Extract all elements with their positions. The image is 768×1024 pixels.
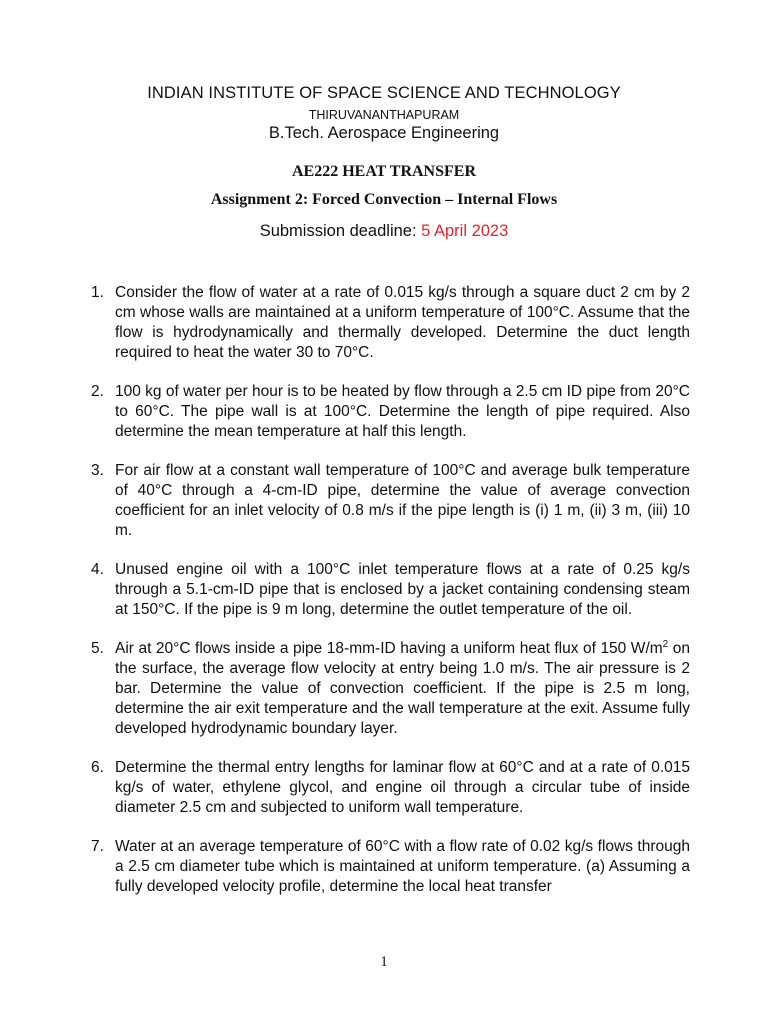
problem-number: 3. <box>91 462 104 479</box>
problem-text-part: on the surface, the average flow velocity at entry being 1.0 m/s. The air pressure is 2 bar. Determine the value of convection coefficient. If the pipe is 2.5 m long, determine the air exit temperature and the wall temperature at the exit. Assume fully developed hydrodynamic boundary layer. <box>115 640 690 737</box>
problem-number: 4. <box>91 561 104 578</box>
problem-text: Water at an average temperature of 60°C with a flow rate of 0.02 kg/s flows through a 2.5 cm diameter tube which is maintained at uniform temperature. (a) Assuming a fully developed velocity profile, determine the local heat transfer <box>115 838 690 895</box>
program-name: B.Tech. Aerospace Engineering <box>268 124 500 142</box>
problem-text: For air flow at a constant wall temperature of 100°C and average bulk temperature of 40°C through a 4-cm-ID pipe, determine the value of average convection coefficient for an inlet velocity of 0.8 m/s if the pipe length is (i) 1 m, (ii) 3 m, (iii) 10 m. <box>115 462 690 539</box>
problem-item <box>88 837 690 897</box>
assignment-title: Assignment 2: Forced Convection – Internal Flows <box>210 191 558 208</box>
problem-number: 5. <box>91 640 104 657</box>
problem-number: 6. <box>91 759 104 776</box>
deadline-date: 5 April 2023 <box>421 222 509 240</box>
problem-item <box>88 283 690 363</box>
problem-text: Unused engine oil with a 100°C inlet temperature flows at a rate of 0.25 kg/s through a 5.1-cm-ID pipe that is enclosed by a jacket containing condensing steam at 150°C. If the pipe is 9 m long, determine the outlet temperature of the oil. <box>115 561 690 618</box>
problem-list <box>88 283 690 916</box>
problem-text: 100 kg of water per hour is to be heated by flow through a 2.5 cm ID pipe from 20°C to 60°C. The pipe wall is at 100°C. Determine the length of pipe required. Also determine the mean temperature at half this length. <box>115 383 690 440</box>
problem-item <box>88 461 690 541</box>
submission-deadline <box>0 222 768 241</box>
problem-number: 1. <box>91 284 104 301</box>
superscript: 2 <box>662 638 669 650</box>
course-title: AE222 HEAT TRANSFER <box>291 163 477 180</box>
problem-text: Determine the thermal entry lengths for laminar flow at 60°C and at a rate of 0.015 kg/s of water, ethylene glycol, and engine oil through a circular tube of inside diameter 2.5 cm and subjected to uniform wall temperature. <box>115 759 690 816</box>
page-number: 1 <box>380 954 388 970</box>
institute-city: THIRUVANANTHAPURAM <box>308 108 460 122</box>
problem-item <box>88 382 690 442</box>
problem-item <box>88 758 690 818</box>
problem-number: 7. <box>91 838 104 855</box>
problem-item <box>88 560 690 620</box>
problem-text: Consider the flow of water at a rate of 0.015 kg/s through a square duct 2 cm by 2 cm whose walls are maintained at a uniform temperature of 100°C. Assume that the flow is hydrodynamically and thermally developed. Determine the duct length required to heat the water 30 to 70°C. <box>115 284 690 361</box>
institute-name: INDIAN INSTITUTE OF SPACE SCIENCE AND TECHNOLOGY <box>147 84 621 102</box>
problem-number: 2. <box>91 383 104 400</box>
problem-item <box>88 639 690 739</box>
deadline-label: Submission deadline: <box>259 222 422 240</box>
problem-text-part: Air at 20°C flows inside a pipe 18-mm-ID having a uniform heat flux of 150 W/m <box>115 640 663 657</box>
problem-text <box>115 639 690 739</box>
